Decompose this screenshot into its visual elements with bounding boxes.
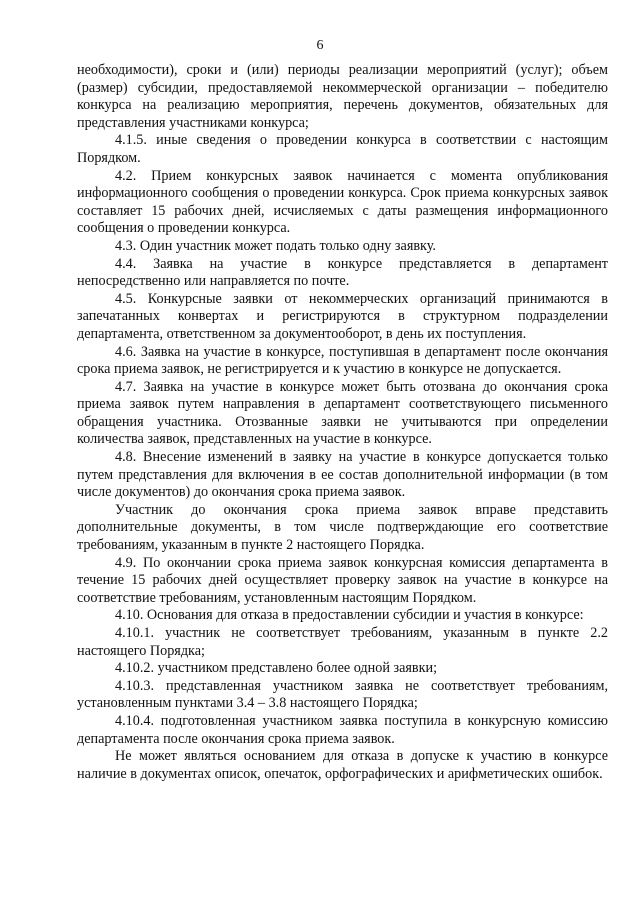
paragraph-4-4: 4.4. Заявка на участие в конкурсе представляется в департамент непосредственно или направляется по почте. (77, 255, 608, 290)
paragraph-4-5: 4.5. Конкурсные заявки от некоммерческих организаций принимаются в запечатанных конвертах и регистрируются в структурном подразделении департамента, ответственном за документооборот, в день их поступления. (77, 290, 608, 342)
paragraph-typos-note: Не может являться основанием для отказа в допуске к участию в конкурсе наличие в документах описок, опечаток, орфографических и арифметических ошибок. (77, 748, 608, 782)
paragraph-continuation: необходимости), сроки и (или) периоды реализации мероприятий (услуг); объем (размер) субсидии, предоставляемой некоммерческой организации – победителю конкурса на реализацию мероприятия, перечень документов, обязательных для представления участниками конкурса; (77, 62, 608, 131)
paragraph-4-10-2: 4.10.2. участником представлено более одной заявки; (115, 660, 438, 677)
page-number: 6 (316, 38, 324, 53)
paragraph-4-3: 4.3. Один участник может подать только одну заявку. (115, 237, 436, 254)
paragraph-4-2: 4.2. Прием конкурсных заявок начинается с момента опубликования информационного сообщения о проведении конкурса. Срок приема конкурсных заявок составляет 15 рабочих дней, исчисляемых с даты размещения информационного сообщения о проведении конкурса. (77, 167, 608, 237)
paragraph-4-6: 4.6. Заявка на участие в конкурсе, поступившая в департамент после окончания срока приема заявок, не регистрируется и к участию в конкурсе не допускается. (77, 343, 608, 378)
document-body (77, 62, 608, 783)
paragraph-4-9: 4.9. По окончании срока приема заявок конкурсная комиссия департамента в течение 15 рабочих дней осуществляет проверку заявок на участие в конкурсе на соответствие требованиям, установленным настоящим Порядком. (77, 554, 608, 606)
paragraph-4-10-4: 4.10.4. подготовленная участником заявка поступила в конкурсную комиссию департамента после окончания срока приема заявок. (77, 712, 608, 747)
paragraph-4-10-1: 4.10.1. участник не соответствует требованиям, указанным в пункте 2.2 настоящего Порядка; (77, 625, 608, 659)
paragraph-4-10-3: 4.10.3. представленная участником заявка не соответствует требованиям, установленным пунктами 3.4 – 3.8 настоящего Порядка; (77, 677, 608, 712)
paragraph-4-10: 4.10. Основания для отказа в предоставлении субсидии и участия в конкурсе: (115, 607, 584, 624)
paragraph-4-1-5: 4.1.5. иные сведения о проведении конкурса в соответствии с настоящим Порядком. (77, 132, 608, 166)
paragraph-participant-rights: Участник до окончания срока приема заявок вправе представить дополнительные документы, в том числе подтверждающие его соответствие требованиям, указанным в пункте 2 настоящего Порядка. (77, 501, 608, 554)
paragraph-4-7: 4.7. Заявка на участие в конкурсе может быть отозвана до окончания срока приема заявок путем направления в департамент соответствующего письменного обращения участника. Отозванные заявки не учитываются при определении количества заявок, представленных на участие в конкурсе. (77, 378, 608, 448)
paragraph-4-8: 4.8. Внесение изменений в заявку на участие в конкурсе допускается только путем представления для включения в ее состав дополнительной информации (в том числе документов) до окончания срока приема заявок. (77, 449, 608, 501)
